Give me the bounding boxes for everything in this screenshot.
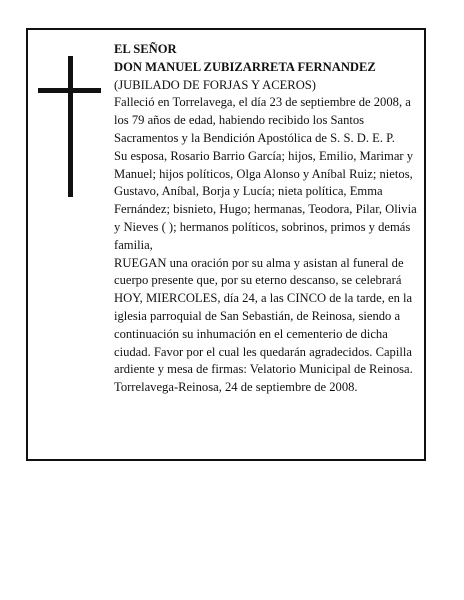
funeral-details: RUEGAN una oración por su alma y asistan al funeral de cuerpo presente que, por su eterno descanso, se celebrará HOY, MIERCOLES, día 24, a las CINCO de la tarde, en la iglesia parroquial de San Sebastián, de Reinosa, siendo a continuación su inhumación en el cementerio de dicha ciudad. Favor por el cual les quedarán agradecidos. Capilla ardiente y mesa de firmas: Velatorio Municipal de Reinosa.	[114, 255, 413, 377]
occupation-subtitle: (JUBILADO DE FORJAS Y ACEROS)	[114, 77, 316, 92]
death-announcement: Falleció en Torrelavega, el día 23 de septiembre de 2008, a los 79 años de edad, habiendo recibido los Santos Sacramentos y la Bendición Apostólica de S. S. D. E. P.	[114, 95, 411, 145]
deceased-name: DON MANUEL ZUBIZARRETA FERNANDEZ	[114, 59, 376, 74]
obituary-text	[114, 41, 424, 397]
cross-horizontal-bar	[38, 88, 101, 93]
closing-place-date: Torrelavega-Reinosa, 24 de septiembre de 2008.	[114, 380, 358, 395]
cross-vertical-bar	[68, 56, 73, 197]
title-line-1: EL SEÑOR	[114, 42, 177, 56]
obituary-notice	[26, 28, 426, 461]
family-list: Su esposa, Rosario Barrio García; hijos, Emilio, Marimar y Manuel; hijos políticos, Olga Alonso y Aníbal Ruiz; nietos, Gustavo, Aníbal, Borja y Lucía; nieta política, Emma Fernández; bisnieto, Hugo; hermanas, Teodora, Pilar, Olivia y Nieves ( ); hermanos políticos, sobrinos, primos y demás familia,	[114, 148, 417, 252]
